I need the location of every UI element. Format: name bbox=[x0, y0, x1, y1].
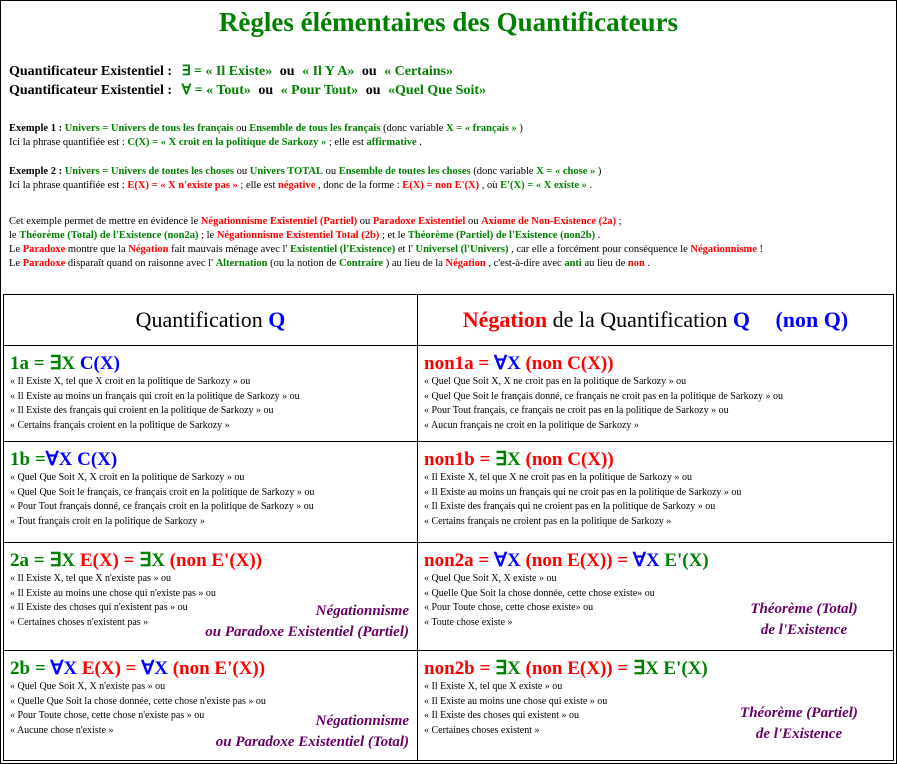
cell-1b bbox=[4, 442, 418, 543]
explanation-term: Négationnisme Existentiel (Partiel) bbox=[200, 216, 358, 227]
quantifier-or: ou bbox=[365, 83, 381, 98]
explanation-text: ! bbox=[759, 244, 764, 255]
table-line: « Il Existe des choses qui existent » ou bbox=[424, 710, 579, 721]
formula-non2a bbox=[424, 549, 893, 572]
formula-part: C(X) bbox=[75, 353, 120, 374]
formula-part: (non E'(X)) bbox=[167, 658, 266, 679]
example-term: Ensemble de tous les français bbox=[249, 123, 381, 134]
header-quantification bbox=[4, 295, 418, 346]
table-row bbox=[4, 543, 894, 651]
table-line: « Il Existe au moins une chose qui existe » ou bbox=[424, 695, 608, 707]
formula-part: 1b = bbox=[10, 449, 46, 470]
example-1-line-2 bbox=[9, 136, 523, 150]
table-line: « Pour Tout français donné, ce français croit en la politique de Sarkozy » ou bbox=[10, 501, 314, 512]
formula-non2b bbox=[424, 657, 893, 680]
quantifier-symbol: ∀ = « Tout» bbox=[181, 83, 251, 98]
note-line: de l'Existence bbox=[755, 726, 843, 742]
explanation-text: , car elle a forcément pour conséquence le bbox=[511, 244, 688, 255]
table-line: « Certaines choses existent » bbox=[424, 724, 540, 736]
explanation-text: (ou la notion de bbox=[270, 258, 337, 269]
table-line: « Toute chose existe » bbox=[424, 616, 513, 628]
explanation-term: Négationnisme Existentiel Total (2b) bbox=[216, 230, 380, 241]
formula-2a bbox=[10, 549, 417, 572]
formula-part: E'(X) bbox=[658, 658, 708, 679]
explanation-line-3 bbox=[9, 243, 763, 257]
table-row bbox=[4, 442, 894, 543]
formula-part: E(X) = bbox=[77, 658, 142, 679]
example-term: Univers bbox=[64, 123, 100, 134]
explanation-term: Négation bbox=[128, 244, 169, 255]
explanation-text: et l' bbox=[397, 244, 413, 255]
formula-part: (non C(X)) bbox=[520, 353, 614, 374]
formula-part: (non E'(X)) bbox=[164, 550, 263, 571]
example-text: , où bbox=[481, 180, 498, 191]
explanation-term: Négation bbox=[445, 258, 486, 269]
example-text: Ici la phrase quantifiée est : bbox=[9, 180, 125, 191]
example-text: ; elle est bbox=[328, 137, 364, 148]
explanation-text: au lieu de bbox=[584, 258, 626, 269]
note-theoreme-partiel bbox=[719, 703, 879, 745]
formula-non1b bbox=[424, 448, 893, 471]
quantifier-existential-line bbox=[9, 63, 453, 80]
table-line: « Quel Que Soit X, X existe » ou bbox=[424, 573, 557, 584]
example-text: Ici la phrase quantifiée est : bbox=[9, 137, 125, 148]
explanation-line-4 bbox=[9, 257, 763, 271]
table-line: « Quel Que Soit le français, ce français croit en la politique de Sarkozy » ou bbox=[10, 486, 315, 498]
formula-part: E(X) = bbox=[75, 550, 140, 571]
formula-part: (non E(X)) = bbox=[520, 658, 633, 679]
example-term: négative bbox=[278, 180, 316, 191]
example-text: ) bbox=[597, 166, 602, 177]
table-line: « Il Existe X, tel que X croit en la politique de Sarkozy » ou bbox=[10, 376, 251, 387]
quantifier-alt: « Il Y A» bbox=[302, 64, 355, 79]
example-text: . bbox=[589, 180, 593, 191]
explanation-text: montre que la bbox=[67, 244, 126, 255]
table-line: « Il Existe X, tel que X existe » ou bbox=[424, 681, 563, 692]
example-text: ; elle est bbox=[240, 180, 276, 191]
table-line: « Pour Tout français, ce français ne croit pas en la politique de Sarkozy » ou bbox=[424, 405, 729, 416]
example-1 bbox=[9, 122, 523, 150]
example-term: = Univers de tous les français bbox=[102, 123, 234, 134]
explanation-term: Paradoxe bbox=[22, 244, 66, 255]
table-line: « Certains français croient en la politique de Sarkozy » bbox=[10, 419, 230, 431]
formula-part: non1b = bbox=[424, 449, 496, 470]
table-row bbox=[4, 346, 894, 442]
table-line: « Il Existe au moins une chose qui n'existe pas » ou bbox=[10, 587, 216, 599]
explanation-term: anti bbox=[564, 258, 582, 269]
explanation-line-1 bbox=[9, 215, 763, 229]
quantifier-universal-line bbox=[9, 82, 486, 99]
table-header-row bbox=[4, 295, 894, 346]
explanation-text: . bbox=[597, 230, 601, 241]
formula-part: ∃X bbox=[139, 550, 165, 571]
header-negation bbox=[418, 295, 894, 346]
note-line: Négationnisme bbox=[315, 713, 409, 729]
example-term: X = « français » bbox=[446, 123, 517, 134]
explanation-term: Axiome de Non-Existence (2a) bbox=[481, 216, 617, 227]
formula-part: ∀X bbox=[632, 550, 660, 571]
explanation-text: le bbox=[9, 230, 17, 241]
formula-part: E'(X) bbox=[659, 550, 709, 571]
formula-part: ∃X bbox=[495, 658, 521, 679]
example-term: X = « chose » bbox=[536, 166, 596, 177]
example-formula: E(X) = « X n'existe pas » bbox=[127, 180, 238, 191]
explanation-text: ou bbox=[359, 216, 371, 227]
example-label: Exemple 2 : bbox=[9, 166, 63, 177]
explanation-text: ; bbox=[618, 216, 622, 227]
formula-2b bbox=[10, 657, 417, 680]
formula-part: ∃X bbox=[632, 658, 659, 679]
header-text: de la Quantification bbox=[547, 307, 733, 332]
cell-2a bbox=[4, 543, 418, 651]
explanation-text: ; le bbox=[201, 230, 215, 241]
quantifier-or: ou bbox=[258, 83, 274, 98]
table-line: « Quel Que Soit X, X n'existe pas » ou bbox=[10, 681, 166, 692]
formula-part: non2a = bbox=[424, 550, 494, 571]
note-negationnisme-partiel bbox=[205, 601, 409, 643]
example-text: . bbox=[419, 137, 422, 148]
example-term: Ensemble de toutes les choses bbox=[338, 166, 471, 177]
formula-part: 1a = bbox=[10, 353, 50, 374]
example-2 bbox=[9, 165, 601, 193]
example-label: Exemple 1 : bbox=[9, 123, 63, 134]
example-1-line-1 bbox=[9, 122, 523, 136]
table-line: « Quelle Que Soit la chose donnée, cette chose n'existe pas » ou bbox=[10, 695, 266, 707]
explanation-term: Théorème (Partiel) de l'Existence (non2b) bbox=[407, 230, 596, 241]
formula-1a bbox=[10, 352, 417, 375]
explanation-term: Paradoxe Existentiel bbox=[372, 216, 466, 227]
example-term: Univers = Univers de toutes les choses bbox=[64, 166, 235, 177]
table-line: « Certains français ne croient pas en la politique de Sarkozy » bbox=[424, 515, 672, 527]
explanation-text: , c'est-à-dire avec bbox=[488, 258, 562, 269]
table-line: « Certaines choses n'existent pas » bbox=[10, 616, 149, 628]
formula-part: ∀X bbox=[50, 658, 78, 679]
table-line: « Il Existe des français qui croient en la politique de Sarkozy » ou bbox=[10, 405, 274, 416]
table-line: « Quel Que Soit X, X croit en la politique de Sarkozy » ou bbox=[10, 472, 245, 483]
quantifier-alt: « Certains» bbox=[384, 64, 453, 79]
example-text: ou bbox=[236, 123, 247, 134]
note-line: Négationnisme bbox=[315, 603, 409, 619]
table-line: « Quel Que Soit X, X ne croit pas en la politique de Sarkozy » ou bbox=[424, 376, 687, 387]
example-formula: E(X) = non E'(X) bbox=[402, 180, 480, 191]
example-text: ou bbox=[236, 166, 248, 177]
formula-1b bbox=[10, 448, 417, 471]
formula-part: (non C(X)) bbox=[520, 449, 614, 470]
cell-non2a bbox=[418, 543, 894, 651]
formula-part: non2b = bbox=[424, 658, 496, 679]
quantifier-or: ou bbox=[361, 64, 377, 79]
explanation-term: Universel (l'Univers) bbox=[415, 244, 509, 255]
formula-part: ∃X bbox=[49, 550, 76, 571]
quantifier-symbol: ∃ = « Il Existe» bbox=[181, 64, 273, 79]
quantifier-or: ou bbox=[279, 64, 295, 79]
cell-non1b bbox=[418, 442, 894, 543]
table-line: « Quel Que Soit le français donné, ce français ne croit pas en la politique de Sarkozy » ou bbox=[424, 390, 784, 402]
example-text: ou bbox=[325, 166, 337, 177]
quantifier-table bbox=[3, 294, 894, 761]
header-text: Quantification bbox=[135, 307, 269, 332]
example-text: ) bbox=[519, 123, 523, 134]
explanation-text: Le bbox=[9, 244, 21, 255]
cell-non1a bbox=[418, 346, 894, 442]
example-formula: C(X) = « X croit en la politique de Sarkozy » bbox=[127, 137, 327, 148]
formula-part: ∃X bbox=[49, 353, 76, 374]
quantifier-alt: « Pour Tout» bbox=[280, 83, 359, 98]
formula-non1a bbox=[424, 352, 893, 375]
table-line: « Pour Toute chose, cette chose n'existe pas » ou bbox=[10, 710, 205, 721]
example-term: affirmative bbox=[366, 137, 417, 148]
note-theoreme-total bbox=[729, 599, 879, 641]
note-line: ou Paradoxe Existentiel (Partiel) bbox=[205, 624, 409, 640]
formula-part: ∀X bbox=[45, 449, 73, 470]
formula-part: ∃X bbox=[495, 449, 521, 470]
explanation-text: disparaît quand on raisonne avec l' bbox=[67, 258, 213, 269]
formula-part: 2b = bbox=[10, 658, 51, 679]
example-text: (donc variable bbox=[473, 166, 534, 177]
note-negationnisme-total bbox=[216, 711, 409, 753]
table-row bbox=[4, 651, 894, 761]
note-line: Théorème (Partiel) bbox=[740, 705, 858, 721]
formula-part: 2a = bbox=[10, 550, 50, 571]
note-line: de l'Existence bbox=[760, 622, 848, 638]
table-line: « Il Existe au moins un français qui ne croit pas en la politique de Sarkozy » ou bbox=[424, 486, 742, 498]
quantifier-alt: «Quel Que Soit» bbox=[388, 83, 487, 98]
explanation-text: Le bbox=[9, 258, 21, 269]
table-line: « Aucune chose n'existe » bbox=[10, 724, 114, 736]
table-line: « Il Existe au moins un français qui croit en la politique de Sarkozy » ou bbox=[10, 390, 300, 402]
example-formula: E'(X) = « X existe » bbox=[500, 180, 587, 191]
table-line: « Il Existe X, tel que X n'existe pas » ou bbox=[10, 573, 171, 584]
table-line: « Il Existe des français qui ne croient pas en la politique de Sarkozy » ou bbox=[424, 501, 716, 512]
explanation-line-2 bbox=[9, 229, 763, 243]
example-2-line-1 bbox=[9, 165, 601, 179]
header-non-q: (non Q) bbox=[775, 307, 849, 332]
explanation-text: fait mauvais ménage avec l' bbox=[171, 244, 288, 255]
explanation-text: ) au lieu de la bbox=[385, 258, 443, 269]
explanation-term: Négationnisme bbox=[690, 244, 757, 255]
explanation bbox=[9, 215, 763, 271]
cell-non2b bbox=[418, 651, 894, 761]
note-line: Théorème (Total) bbox=[750, 601, 858, 617]
header-q: Q bbox=[268, 307, 286, 332]
quantifier-label: Quantificateur Existentiel : bbox=[9, 83, 173, 98]
formula-part: ∀X bbox=[493, 550, 521, 571]
explanation-text: . bbox=[647, 258, 651, 269]
note-line: ou Paradoxe Existentiel (Total) bbox=[215, 734, 409, 750]
table-line: « Il Existe des choses qui n'existent pas » ou bbox=[10, 602, 188, 613]
explanation-text: Cet exemple permet de mettre en évidence le bbox=[9, 216, 199, 227]
example-text: (donc variable bbox=[383, 123, 444, 134]
explanation-text: ; et le bbox=[381, 230, 406, 241]
formula-part: ∀X bbox=[141, 658, 168, 679]
example-text: , donc de la forme : bbox=[317, 180, 400, 191]
page-title: Règles élémentaires des Quantificateurs bbox=[218, 7, 679, 37]
explanation-term: non bbox=[627, 258, 645, 269]
formula-part: non1a = bbox=[424, 353, 494, 374]
explanation-text: ou bbox=[467, 216, 479, 227]
table-line: « Tout français croit en la politique de Sarkozy » bbox=[10, 515, 205, 527]
explanation-term: Paradoxe bbox=[22, 258, 66, 269]
formula-part: (non E(X)) = bbox=[520, 550, 633, 571]
example-term: Univers TOTAL bbox=[249, 166, 323, 177]
explanation-term: Théorème (Total) de l'Existence (non2a) bbox=[19, 230, 199, 241]
header-negation-word: Négation bbox=[462, 307, 548, 332]
header-q: Q bbox=[732, 307, 750, 332]
explanation-term: Contraire bbox=[338, 258, 384, 269]
table-line: « Il Existe X, tel que X ne croit pas en la politique de Sarkozy » ou bbox=[424, 472, 692, 483]
example-2-line-2 bbox=[9, 179, 601, 193]
formula-part: C(X) bbox=[72, 449, 118, 470]
table-line: « Quelle Que Soit la chose donnée, cette chose existe» ou bbox=[424, 587, 655, 599]
explanation-term: Existentiel (l'Existence) bbox=[289, 244, 396, 255]
cell-1a bbox=[4, 346, 418, 442]
cell-2b bbox=[4, 651, 418, 761]
formula-part: ∀X bbox=[493, 353, 521, 374]
quantifier-label: Quantificateur Existentiel : bbox=[9, 64, 173, 79]
table-line: « Pour Toute chose, cette chose existe» ou bbox=[424, 602, 594, 613]
explanation-term: Alternation bbox=[215, 258, 268, 269]
table-line: « Aucun français ne croit en la politique de Sarkozy » bbox=[424, 419, 639, 431]
